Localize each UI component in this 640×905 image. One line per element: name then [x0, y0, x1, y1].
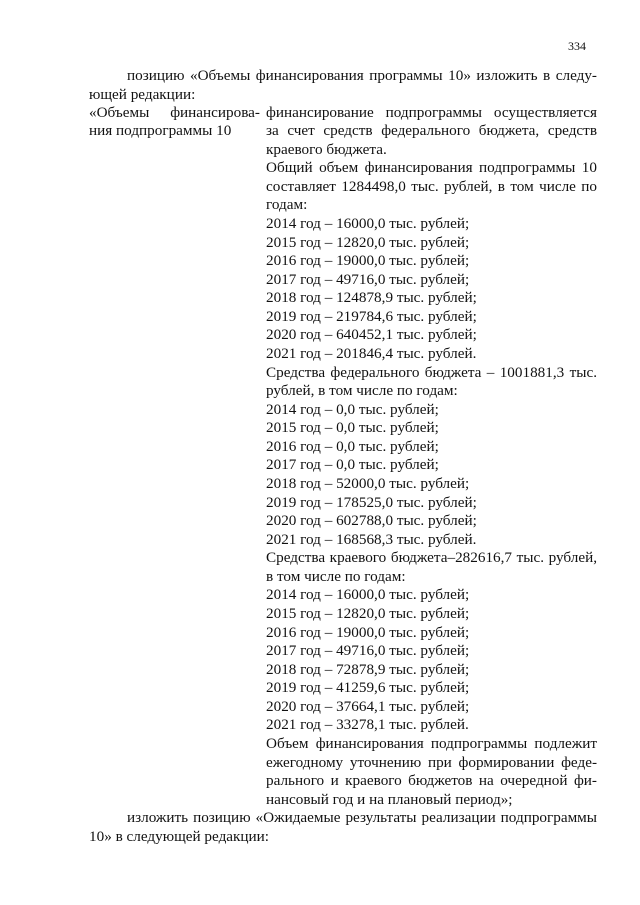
federal-year-row: 2021 год – 168568,3 тыс. рублей. — [266, 531, 477, 548]
total-year-row: 2021 год – 201846,4 тыс. рублей. — [266, 345, 477, 362]
regional-year-row: 2016 год – 19000,0 тыс. рублей; — [266, 624, 470, 641]
note-line-3: рального и краевого бюджетов на очередной фи- — [266, 772, 597, 789]
federal-line-1: Средства федерального бюджета – 1001881,3 тыс. — [266, 364, 597, 381]
note-line-1: Объем финансирования подпрограммы подлежит — [266, 735, 597, 752]
total-year-row: 2016 год – 19000,0 тыс. рублей; — [266, 252, 470, 269]
intro-line-2: ющей редакции: — [89, 86, 196, 103]
outro-line-1: изложить позицию «Ожидаемые результаты реализации подпрограммы — [127, 809, 597, 826]
regional-year-row: 2021 год – 33278,1 тыс. рублей. — [266, 716, 469, 733]
regional-year-row: 2014 год – 16000,0 тыс. рублей; — [266, 586, 470, 603]
regional-year-row: 2018 год – 72878,9 тыс. рублей; — [266, 661, 470, 678]
regional-year-row: 2020 год – 37664,1 тыс. рублей; — [266, 698, 470, 715]
total-year-row: 2017 год – 49716,0 тыс. рублей; — [266, 271, 470, 288]
outro-line-2: 10» в следующей редакции: — [89, 828, 270, 845]
federal-year-row: 2019 год – 178525,0 тыс. рублей; — [266, 494, 477, 511]
source-line-3: краевого бюджета. — [266, 141, 387, 158]
total-line-3: годам: — [266, 196, 308, 213]
total-year-row: 2018 год – 124878,9 тыс. рублей; — [266, 289, 477, 306]
federal-line-2: рублей, в том числе по годам: — [266, 382, 458, 399]
regional-line-2: в том числе по годам: — [266, 568, 406, 585]
federal-year-row: 2017 год – 0,0 тыс. рублей; — [266, 456, 439, 473]
federal-year-row: 2020 год – 602788,0 тыс. рублей; — [266, 512, 477, 529]
note-line-4: нансовый год и на плановый период»; — [266, 791, 513, 808]
source-line-1: финансирование подпрограммы осуществляется — [266, 104, 597, 121]
regional-year-row: 2015 год – 12820,0 тыс. рублей; — [266, 605, 470, 622]
regional-line-1: Средства краевого бюджета–282616,7 тыс. рублей, — [266, 549, 597, 566]
total-year-row: 2015 год – 12820,0 тыс. рублей; — [266, 234, 470, 251]
total-line-1: Общий объем финансирования подпрограммы 10 — [266, 159, 597, 176]
note-line-2: ежегодному уточнению при формировании феде- — [266, 754, 597, 771]
total-year-row: 2014 год – 16000,0 тыс. рублей; — [266, 215, 470, 232]
page-number: 334 — [568, 39, 586, 53]
federal-year-row: 2018 год – 52000,0 тыс. рублей; — [266, 475, 470, 492]
total-year-row: 2020 год – 640452,1 тыс. рублей; — [266, 326, 477, 343]
regional-year-row: 2017 год – 49716,0 тыс. рублей; — [266, 642, 470, 659]
total-line-2: составляет 1284498,0 тыс. рублей, в том числе по — [266, 178, 597, 195]
federal-year-row: 2014 год – 0,0 тыс. рублей; — [266, 401, 439, 418]
table-left-label-line-1: «Объемы финансирова- — [89, 104, 260, 121]
total-year-row: 2019 год – 219784,6 тыс. рублей; — [266, 308, 477, 325]
intro-line-1: позицию «Объемы финансирования программы 10» изложить в следу- — [127, 67, 597, 84]
table-left-label-line-2: ния подпрограммы 10 — [89, 122, 232, 139]
source-line-2: за счет средств федерального бюджета, средств — [266, 122, 597, 139]
regional-year-row: 2019 год – 41259,6 тыс. рублей; — [266, 679, 470, 696]
federal-year-row: 2016 год – 0,0 тыс. рублей; — [266, 438, 439, 455]
federal-year-row: 2015 год – 0,0 тыс. рублей; — [266, 419, 439, 436]
